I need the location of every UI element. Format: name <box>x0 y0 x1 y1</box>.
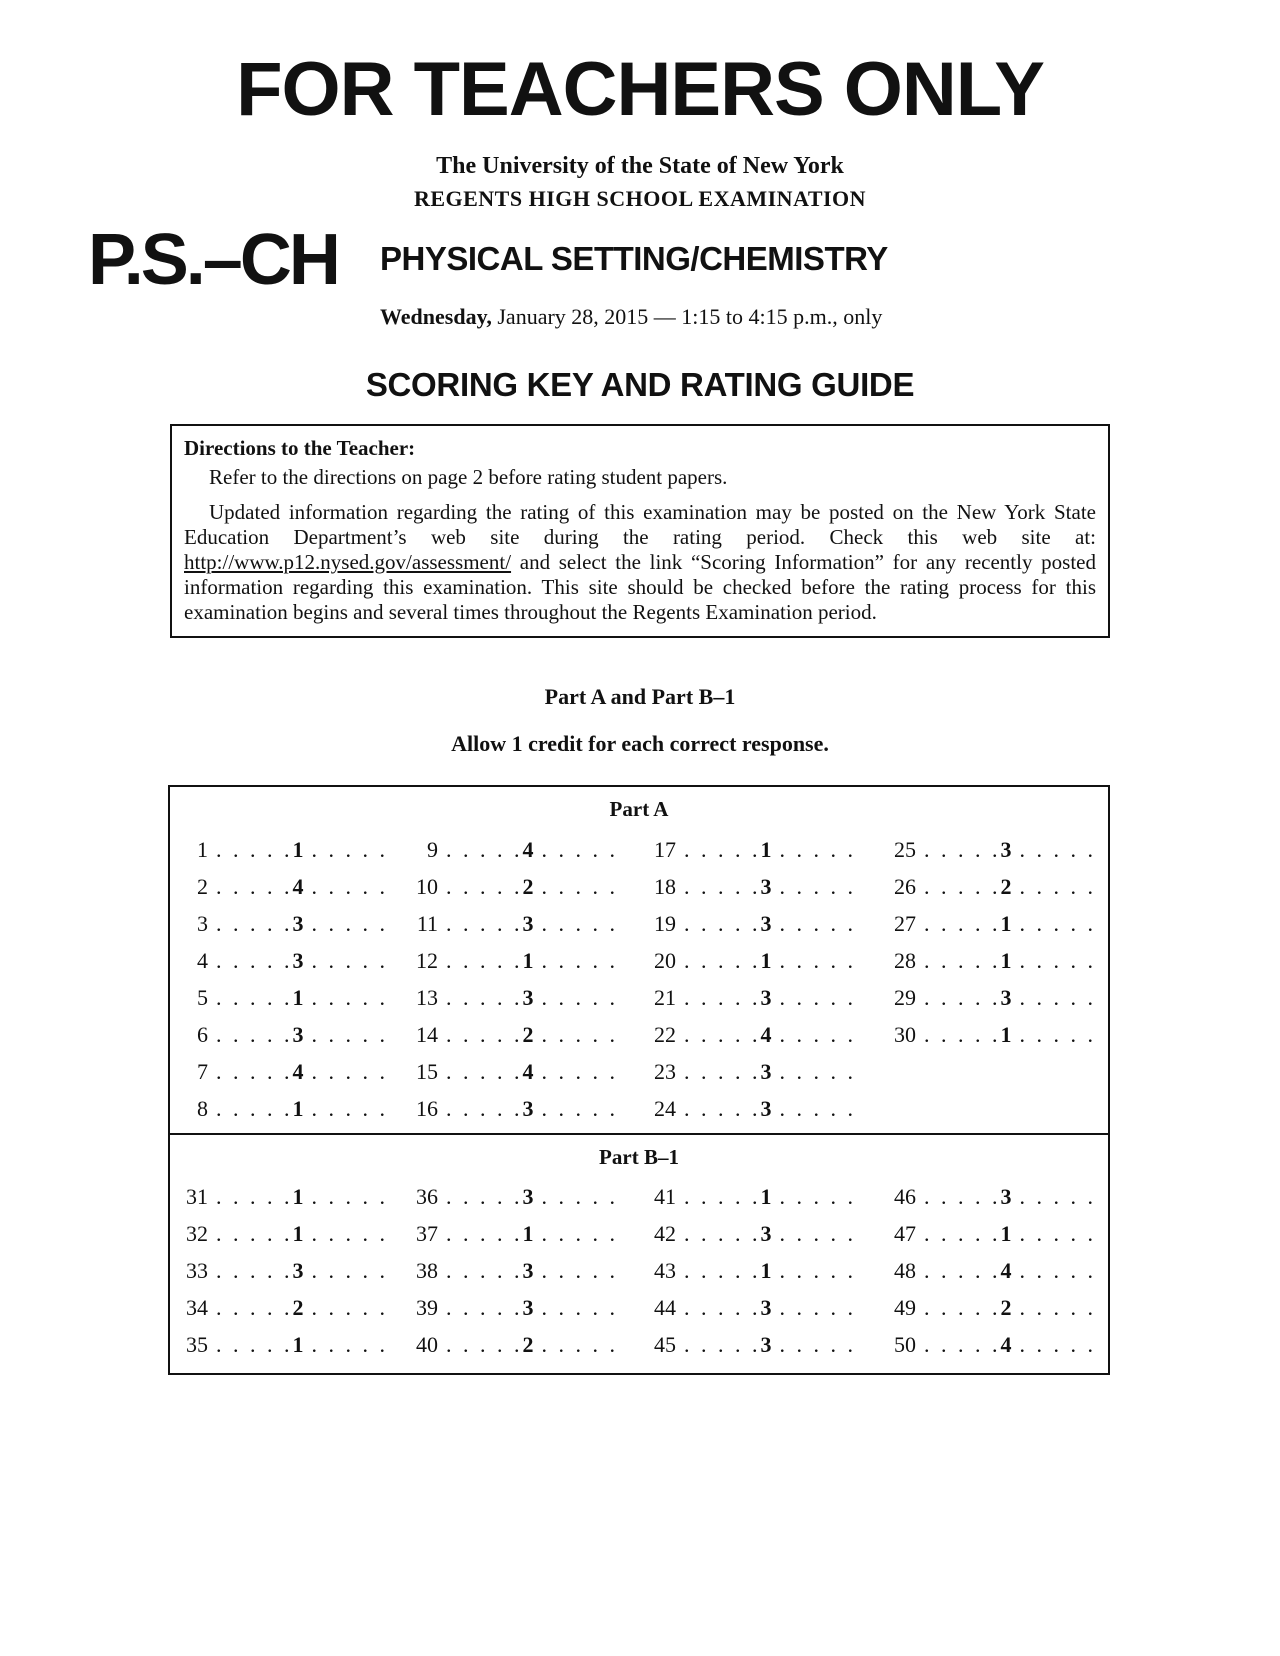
part-a-title: Part A <box>609 797 669 821</box>
answer-column <box>402 1178 618 1363</box>
question-number: 31 <box>186 1184 208 1209</box>
leader-dots: . . . . . <box>311 948 388 973</box>
answer-row <box>880 1326 1096 1363</box>
question-number: 5 <box>197 985 208 1010</box>
question-number: 25 <box>894 837 916 862</box>
leader-dots: . . . . . <box>311 1184 388 1209</box>
guide-title: SCORING KEY AND RATING GUIDE <box>365 366 915 403</box>
leader-dots: . . . . . <box>446 1221 523 1246</box>
answer-row <box>640 905 856 942</box>
university-name: The University of the State of New York <box>436 153 844 179</box>
exam-date <box>380 304 882 330</box>
leader-dots: . . . . . <box>216 874 293 899</box>
correct-answer: 2 <box>292 1295 304 1320</box>
leader-dots: . . . . . <box>779 1096 856 1121</box>
question-number: 43 <box>654 1258 676 1283</box>
leader-dots: . . . . . <box>924 1022 1001 1047</box>
directions-heading: Directions to the Teacher: <box>184 436 416 460</box>
question-number: 50 <box>894 1332 916 1357</box>
question-number: 40 <box>416 1332 438 1357</box>
answer-row <box>640 1289 856 1326</box>
correct-answer: 3 <box>522 1295 534 1320</box>
exam-date-day: Wednesday, <box>380 304 492 329</box>
correct-answer: 1 <box>760 1184 772 1209</box>
question-number: 42 <box>654 1221 676 1246</box>
answer-row <box>880 1289 1096 1326</box>
leader-dots: . . . . . <box>311 1221 388 1246</box>
answer-row <box>172 1215 388 1252</box>
correct-answer: 3 <box>292 911 304 936</box>
leader-dots: . . . . . <box>311 1096 388 1121</box>
correct-answer: 1 <box>1000 948 1012 973</box>
question-number: 17 <box>654 837 676 862</box>
answer-row <box>172 1016 388 1053</box>
leader-dots: . . . . . <box>924 985 1001 1010</box>
answer-row <box>402 1178 618 1215</box>
correct-answer: 1 <box>292 985 304 1010</box>
leader-dots: . . . . . <box>684 1096 761 1121</box>
correct-answer: 1 <box>292 837 304 862</box>
leader-dots: . . . . . <box>541 1332 618 1357</box>
question-number: 20 <box>654 948 676 973</box>
leader-dots: . . . . . <box>924 837 1001 862</box>
leader-dots: . . . . . <box>541 1059 618 1084</box>
leader-dots: . . . . . <box>684 837 761 862</box>
leader-dots: . . . . . <box>216 1332 293 1357</box>
question-number: 49 <box>894 1295 916 1320</box>
leader-dots: . . . . . <box>216 1059 293 1084</box>
correct-answer: 4 <box>1000 1258 1012 1283</box>
correct-answer: 3 <box>760 1332 772 1357</box>
question-number: 24 <box>654 1096 676 1121</box>
answer-row <box>402 1215 618 1252</box>
leader-dots: . . . . . <box>924 1295 1001 1320</box>
question-number: 9 <box>427 837 438 862</box>
correct-answer: 3 <box>522 1184 534 1209</box>
question-number: 37 <box>416 1221 438 1246</box>
correct-answer: 1 <box>1000 1221 1012 1246</box>
correct-answer: 3 <box>522 1258 534 1283</box>
leader-dots: . . . . . <box>684 1332 761 1357</box>
correct-answer: 2 <box>1000 1295 1012 1320</box>
correct-answer: 4 <box>292 1059 304 1084</box>
leader-dots: . . . . . <box>446 1096 523 1121</box>
leader-dots: . . . . . <box>924 1258 1001 1283</box>
question-number: 13 <box>416 985 438 1010</box>
answer-row <box>640 831 856 868</box>
answer-row <box>172 868 388 905</box>
correct-answer: 1 <box>292 1096 304 1121</box>
answer-row <box>402 1053 618 1090</box>
leader-dots: . . . . . <box>684 985 761 1010</box>
answer-row <box>640 942 856 979</box>
answer-row <box>880 1252 1096 1289</box>
correct-answer: 2 <box>522 874 534 899</box>
question-number: 23 <box>654 1059 676 1084</box>
leader-dots: . . . . . <box>311 1295 388 1320</box>
question-number: 29 <box>894 985 916 1010</box>
question-number: 35 <box>186 1332 208 1357</box>
leader-dots: . . . . . <box>541 1184 618 1209</box>
correct-answer: 4 <box>292 874 304 899</box>
answer-column <box>640 831 856 1127</box>
leader-dots: . . . . . <box>541 874 618 899</box>
answer-row <box>880 979 1096 1016</box>
answer-row <box>880 1215 1096 1252</box>
leader-dots: . . . . . <box>216 1295 293 1320</box>
correct-answer: 1 <box>1000 911 1012 936</box>
leader-dots: . . . . . <box>541 1295 618 1320</box>
answer-row <box>640 1178 856 1215</box>
correct-answer: 3 <box>292 1258 304 1283</box>
correct-answer: 3 <box>760 1221 772 1246</box>
part-b1-title: Part B–1 <box>599 1145 679 1169</box>
leader-dots: . . . . . <box>1019 1258 1096 1283</box>
directions-paragraph-1: Refer to the directions on page 2 before rating student papers. <box>209 465 728 489</box>
correct-answer: 1 <box>760 1258 772 1283</box>
leader-dots: . . . . . <box>924 1184 1001 1209</box>
correct-answer: 2 <box>1000 874 1012 899</box>
answer-row <box>402 1090 618 1127</box>
question-number: 16 <box>416 1096 438 1121</box>
leader-dots: . . . . . <box>216 1022 293 1047</box>
answer-row <box>172 1252 388 1289</box>
question-number: 48 <box>894 1258 916 1283</box>
correct-answer: 1 <box>292 1332 304 1357</box>
question-number: 21 <box>654 985 676 1010</box>
answer-row <box>640 1215 856 1252</box>
answer-column <box>880 831 1096 1053</box>
answer-column <box>172 1178 388 1363</box>
leader-dots: . . . . . <box>1019 837 1096 862</box>
leader-dots: . . . . . <box>684 948 761 973</box>
leader-dots: . . . . . <box>446 1184 523 1209</box>
leader-dots: . . . . . <box>1019 1022 1096 1047</box>
leader-dots: . . . . . <box>216 1184 293 1209</box>
subject-title: PHYSICAL SETTING/CHEMISTRY <box>380 240 888 277</box>
leader-dots: . . . . . <box>311 837 388 862</box>
leader-dots: . . . . . <box>446 1258 523 1283</box>
leader-dots: . . . . . <box>924 874 1001 899</box>
leader-dots: . . . . . <box>779 1295 856 1320</box>
answer-row <box>402 1326 618 1363</box>
question-number: 27 <box>894 911 916 936</box>
correct-answer: 4 <box>1000 1332 1012 1357</box>
leader-dots: . . . . . <box>446 1059 523 1084</box>
leader-dots: . . . . . <box>1019 985 1096 1010</box>
correct-answer: 3 <box>522 985 534 1010</box>
leader-dots: . . . . . <box>216 911 293 936</box>
answer-column <box>172 831 388 1127</box>
answer-row <box>402 831 618 868</box>
question-number: 45 <box>654 1332 676 1357</box>
answer-column <box>640 1178 856 1363</box>
question-number: 38 <box>416 1258 438 1283</box>
question-number: 15 <box>416 1059 438 1084</box>
answer-row <box>402 979 618 1016</box>
leader-dots: . . . . . <box>779 1059 856 1084</box>
correct-answer: 3 <box>522 1096 534 1121</box>
leader-dots: . . . . . <box>216 1221 293 1246</box>
leader-dots: . . . . . <box>684 1258 761 1283</box>
question-number: 1 <box>197 837 208 862</box>
answer-row <box>640 1090 856 1127</box>
question-number: 26 <box>894 874 916 899</box>
answer-row <box>880 868 1096 905</box>
answer-row <box>172 1178 388 1215</box>
correct-answer: 1 <box>1000 1022 1012 1047</box>
leader-dots: . . . . . <box>541 911 618 936</box>
correct-answer: 1 <box>292 1221 304 1246</box>
question-number: 18 <box>654 874 676 899</box>
correct-answer: 4 <box>522 1059 534 1084</box>
question-number: 8 <box>197 1096 208 1121</box>
leader-dots: . . . . . <box>779 948 856 973</box>
leader-dots: . . . . . <box>216 985 293 1010</box>
leader-dots: . . . . . <box>446 911 523 936</box>
question-number: 28 <box>894 948 916 973</box>
answer-row <box>640 1053 856 1090</box>
exam-type: REGENTS HIGH SCHOOL EXAMINATION <box>413 186 867 211</box>
leader-dots: . . . . . <box>1019 1184 1096 1209</box>
question-number: 7 <box>197 1059 208 1084</box>
leader-dots: . . . . . <box>779 1258 856 1283</box>
leader-dots: . . . . . <box>1019 874 1096 899</box>
question-number: 2 <box>197 874 208 899</box>
leader-dots: . . . . . <box>446 1295 523 1320</box>
leader-dots: . . . . . <box>924 1221 1001 1246</box>
leader-dots: . . . . . <box>541 1022 618 1047</box>
correct-answer: 1 <box>760 948 772 973</box>
correct-answer: 3 <box>1000 837 1012 862</box>
answer-row <box>402 868 618 905</box>
correct-answer: 1 <box>292 1184 304 1209</box>
correct-answer: 1 <box>522 948 534 973</box>
answer-row <box>640 1016 856 1053</box>
correct-answer: 3 <box>522 911 534 936</box>
answer-row <box>172 942 388 979</box>
leader-dots: . . . . . <box>311 874 388 899</box>
leader-dots: . . . . . <box>684 1184 761 1209</box>
leader-dots: . . . . . <box>541 985 618 1010</box>
answer-row <box>640 1326 856 1363</box>
exam-date-time: January 28, 2015 — 1:15 to 4:15 p.m., only <box>491 304 883 329</box>
question-number: 36 <box>416 1184 438 1209</box>
leader-dots: . . . . . <box>446 874 523 899</box>
leader-dots: . . . . . <box>446 837 523 862</box>
leader-dots: . . . . . <box>311 911 388 936</box>
leader-dots: . . . . . <box>779 1332 856 1357</box>
answer-column <box>880 1178 1096 1363</box>
leader-dots: . . . . . <box>541 1258 618 1283</box>
leader-dots: . . . . . <box>311 1332 388 1357</box>
part-divider <box>170 1133 1108 1135</box>
correct-answer: 4 <box>760 1022 772 1047</box>
leader-dots: . . . . . <box>446 1332 523 1357</box>
question-number: 33 <box>186 1258 208 1283</box>
answer-row <box>172 1090 388 1127</box>
question-number: 6 <box>197 1022 208 1047</box>
directions-text-before-link: Updated information regarding the rating of this examination may be posted on the New York State Education Department’s web site during the rating period. Check this web site at: <box>184 500 1096 549</box>
question-number: 4 <box>197 948 208 973</box>
answer-row <box>172 979 388 1016</box>
question-number: 12 <box>416 948 438 973</box>
leader-dots: . . . . . <box>779 911 856 936</box>
question-number: 34 <box>186 1295 208 1320</box>
answer-row <box>402 1252 618 1289</box>
correct-answer: 3 <box>760 1096 772 1121</box>
question-number: 11 <box>416 911 438 936</box>
answer-row <box>880 831 1096 868</box>
question-number: 41 <box>654 1184 676 1209</box>
answer-row <box>172 1289 388 1326</box>
leader-dots: . . . . . <box>311 985 388 1010</box>
leader-dots: . . . . . <box>684 1295 761 1320</box>
leader-dots: . . . . . <box>924 1332 1001 1357</box>
question-number: 30 <box>894 1022 916 1047</box>
answer-row <box>172 905 388 942</box>
leader-dots: . . . . . <box>1019 1221 1096 1246</box>
answer-row <box>172 1053 388 1090</box>
leader-dots: . . . . . <box>684 874 761 899</box>
question-number: 10 <box>416 874 438 899</box>
answer-row <box>640 979 856 1016</box>
answer-row <box>640 868 856 905</box>
correct-answer: 3 <box>760 1059 772 1084</box>
leader-dots: . . . . . <box>684 1059 761 1084</box>
leader-dots: . . . . . <box>779 1022 856 1047</box>
leader-dots: . . . . . <box>541 1221 618 1246</box>
leader-dots: . . . . . <box>684 1022 761 1047</box>
leader-dots: . . . . . <box>216 837 293 862</box>
question-number: 14 <box>416 1022 438 1047</box>
correct-answer: 3 <box>1000 1184 1012 1209</box>
leader-dots: . . . . . <box>1019 1295 1096 1320</box>
leader-dots: . . . . . <box>1019 948 1096 973</box>
scoring-key-table <box>168 785 1110 1375</box>
correct-answer: 3 <box>292 948 304 973</box>
leader-dots: . . . . . <box>541 837 618 862</box>
leader-dots: . . . . . <box>779 874 856 899</box>
question-number: 3 <box>197 911 208 936</box>
leader-dots: . . . . . <box>924 948 1001 973</box>
leader-dots: . . . . . <box>924 911 1001 936</box>
correct-answer: 2 <box>522 1332 534 1357</box>
answer-row <box>880 1178 1096 1215</box>
question-number: 39 <box>416 1295 438 1320</box>
correct-answer: 3 <box>760 1295 772 1320</box>
answer-row <box>402 942 618 979</box>
correct-answer: 1 <box>760 837 772 862</box>
directions-paragraph-2 <box>184 500 1096 625</box>
answer-row <box>880 942 1096 979</box>
question-number: 46 <box>894 1184 916 1209</box>
directions-text-after-link: and select the link “Scoring Information” for any recently posted information regarding this examination. This site should be checked before the rating process for this examination begins and several times throughout the Regents Examination period. <box>184 550 1096 624</box>
correct-answer: 3 <box>760 911 772 936</box>
leader-dots: . . . . . <box>216 1096 293 1121</box>
answer-row <box>172 831 388 868</box>
leader-dots: . . . . . <box>541 948 618 973</box>
credit-note: Allow 1 credit for each correct response. <box>451 731 829 756</box>
leader-dots: . . . . . <box>446 1022 523 1047</box>
answer-row <box>402 1289 618 1326</box>
leader-dots: . . . . . <box>779 837 856 862</box>
leader-dots: . . . . . <box>216 948 293 973</box>
leader-dots: . . . . . <box>779 985 856 1010</box>
question-number: 19 <box>654 911 676 936</box>
question-number: 44 <box>654 1295 676 1320</box>
correct-answer: 2 <box>522 1022 534 1047</box>
leader-dots: . . . . . <box>541 1096 618 1121</box>
leader-dots: . . . . . <box>216 1258 293 1283</box>
answer-section-heading: Part A and Part B–1 <box>544 684 736 709</box>
leader-dots: . . . . . <box>779 1221 856 1246</box>
assessment-link[interactable]: http://www.p12.nysed.gov/assessment/ <box>184 550 512 574</box>
answer-row <box>640 1252 856 1289</box>
main-title: FOR TEACHERS ONLY <box>236 47 1044 132</box>
answer-row <box>402 1016 618 1053</box>
leader-dots: . . . . . <box>779 1184 856 1209</box>
answer-row <box>880 905 1096 942</box>
leader-dots: . . . . . <box>1019 1332 1096 1357</box>
leader-dots: . . . . . <box>1019 911 1096 936</box>
exam-code: P.S.–CH <box>88 220 338 300</box>
answer-row <box>402 905 618 942</box>
question-number: 22 <box>654 1022 676 1047</box>
directions-box <box>170 424 1110 638</box>
correct-answer: 3 <box>292 1022 304 1047</box>
leader-dots: . . . . . <box>311 1258 388 1283</box>
question-number: 32 <box>186 1221 208 1246</box>
leader-dots: . . . . . <box>311 1059 388 1084</box>
answer-row <box>880 1016 1096 1053</box>
correct-answer: 3 <box>760 985 772 1010</box>
correct-answer: 4 <box>522 837 534 862</box>
leader-dots: . . . . . <box>446 948 523 973</box>
leader-dots: . . . . . <box>684 1221 761 1246</box>
correct-answer: 3 <box>1000 985 1012 1010</box>
correct-answer: 3 <box>760 874 772 899</box>
question-number: 47 <box>894 1221 916 1246</box>
leader-dots: . . . . . <box>684 911 761 936</box>
answer-column <box>402 831 618 1127</box>
correct-answer: 1 <box>522 1221 534 1246</box>
leader-dots: . . . . . <box>311 1022 388 1047</box>
answer-row <box>172 1326 388 1363</box>
leader-dots: . . . . . <box>446 985 523 1010</box>
